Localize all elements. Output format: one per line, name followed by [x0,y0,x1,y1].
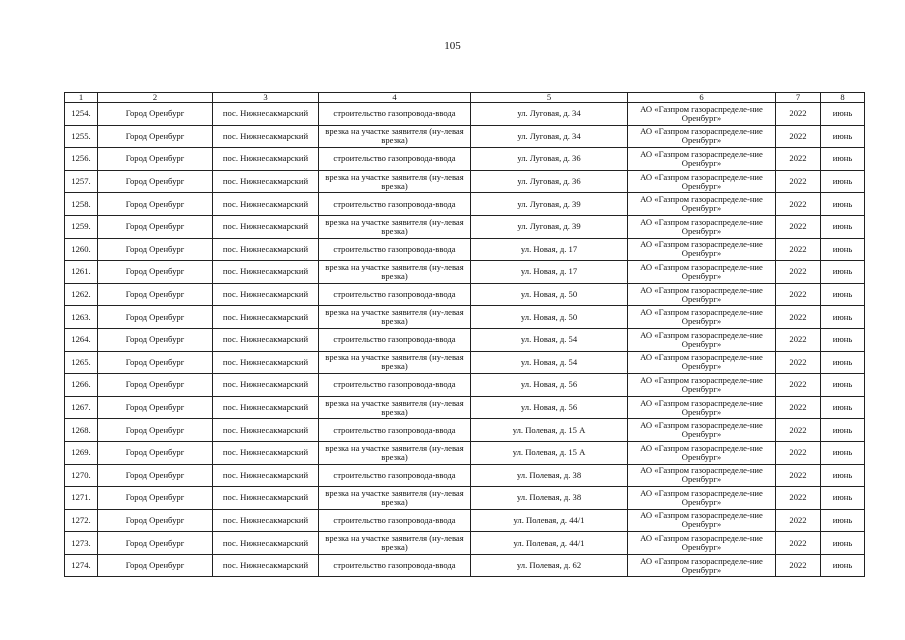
organization-cell: АО «Газпром газораспределе-ние Оренбург» [628,238,776,261]
address-cell: ул. Полевая, д. 15 А [471,441,628,464]
table-row [65,103,865,126]
address-cell: ул. Новая, д. 56 [471,396,628,419]
address-cell: ул. Новая, д. 50 [471,306,628,329]
city-cell: Город Оренбург [98,351,213,374]
work-type-cell: врезка на участке заявителя (ну-левая врезка) [319,215,471,238]
city-cell: Город Оренбург [98,396,213,419]
organization-cell: АО «Газпром газораспределе-ние Оренбург» [628,487,776,510]
table-row [65,419,865,442]
work-type-cell: строительство газопровода-ввода [319,509,471,532]
work-type-cell: строительство газопровода-ввода [319,103,471,126]
work-type-cell: строительство газопровода-ввода [319,374,471,397]
city-cell: Город Оренбург [98,103,213,126]
table-row [65,148,865,171]
year-cell: 2022 [776,532,821,555]
settlement-cell: пос. Нижнесакмарский [213,193,319,216]
city-cell: Город Оренбург [98,238,213,261]
address-cell: ул. Новая, д. 54 [471,351,628,374]
table-row [65,125,865,148]
month-cell: июнь [821,215,865,238]
work-type-cell: врезка на участке заявителя (ну-левая врезка) [319,261,471,284]
city-cell: Город Оренбург [98,509,213,532]
year-cell: 2022 [776,441,821,464]
month-cell: июнь [821,396,865,419]
address-cell: ул. Новая, д. 17 [471,238,628,261]
address-cell: ул. Новая, д. 17 [471,261,628,284]
work-type-cell: строительство газопровода-ввода [319,419,471,442]
city-cell: Город Оренбург [98,306,213,329]
work-type-cell: строительство газопровода-ввода [319,328,471,351]
year-cell: 2022 [776,170,821,193]
works-table [64,92,865,577]
city-cell: Город Оренбург [98,148,213,171]
city-cell: Город Оренбург [98,125,213,148]
column-header: 4 [319,93,471,103]
settlement-cell: пос. Нижнесакмарский [213,148,319,171]
month-cell: июнь [821,283,865,306]
city-cell: Город Оренбург [98,419,213,442]
column-header: 3 [213,93,319,103]
column-header: 7 [776,93,821,103]
work-type-cell: строительство газопровода-ввода [319,238,471,261]
organization-cell: АО «Газпром газораспределе-ние Оренбург» [628,261,776,284]
work-type-cell: врезка на участке заявителя (ну-левая врезка) [319,351,471,374]
settlement-cell: пос. Нижнесакмарский [213,441,319,464]
month-cell: июнь [821,238,865,261]
table-row [65,374,865,397]
month-cell: июнь [821,328,865,351]
organization-cell: АО «Газпром газораспределе-ние Оренбург» [628,351,776,374]
table-row [65,283,865,306]
organization-cell: АО «Газпром газораспределе-ние Оренбург» [628,170,776,193]
month-cell: июнь [821,148,865,171]
year-cell: 2022 [776,148,821,171]
year-cell: 2022 [776,193,821,216]
table-row [65,193,865,216]
address-cell: ул. Луговая, д. 34 [471,103,628,126]
row-number: 1260. [65,238,98,261]
year-cell: 2022 [776,487,821,510]
address-cell: ул. Полевая, д. 62 [471,554,628,577]
settlement-cell: пос. Нижнесакмарский [213,103,319,126]
column-header: 2 [98,93,213,103]
work-type-cell: врезка на участке заявителя (ну-левая врезка) [319,125,471,148]
row-number: 1257. [65,170,98,193]
year-cell: 2022 [776,419,821,442]
settlement-cell: пос. Нижнесакмарский [213,464,319,487]
year-cell: 2022 [776,261,821,284]
table-row [65,441,865,464]
month-cell: июнь [821,261,865,284]
year-cell: 2022 [776,283,821,306]
table-row [65,170,865,193]
address-cell: ул. Луговая, д. 39 [471,193,628,216]
work-type-cell: врезка на участке заявителя (ну-левая врезка) [319,441,471,464]
settlement-cell: пос. Нижнесакмарский [213,509,319,532]
table-row [65,396,865,419]
city-cell: Город Оренбург [98,441,213,464]
work-type-cell: строительство газопровода-ввода [319,193,471,216]
organization-cell: АО «Газпром газораспределе-ние Оренбург» [628,554,776,577]
year-cell: 2022 [776,351,821,374]
settlement-cell: пос. Нижнесакмарский [213,351,319,374]
month-cell: июнь [821,441,865,464]
settlement-cell: пос. Нижнесакмарский [213,238,319,261]
header-row [65,93,865,103]
column-header: 1 [65,93,98,103]
row-number: 1271. [65,487,98,510]
month-cell: июнь [821,554,865,577]
row-number: 1266. [65,374,98,397]
row-number: 1261. [65,261,98,284]
settlement-cell: пос. Нижнесакмарский [213,306,319,329]
settlement-cell: пос. Нижнесакмарский [213,396,319,419]
row-number: 1268. [65,419,98,442]
year-cell: 2022 [776,464,821,487]
month-cell: июнь [821,487,865,510]
settlement-cell: пос. Нижнесакмарский [213,125,319,148]
settlement-cell: пос. Нижнесакмарский [213,328,319,351]
address-cell: ул. Луговая, д. 36 [471,148,628,171]
city-cell: Город Оренбург [98,193,213,216]
work-type-cell: врезка на участке заявителя (ну-левая врезка) [319,306,471,329]
city-cell: Город Оренбург [98,328,213,351]
month-cell: июнь [821,306,865,329]
organization-cell: АО «Газпром газораспределе-ние Оренбург» [628,464,776,487]
year-cell: 2022 [776,215,821,238]
organization-cell: АО «Газпром газораспределе-ние Оренбург» [628,306,776,329]
organization-cell: АО «Газпром газораспределе-ние Оренбург» [628,125,776,148]
address-cell: ул. Полевая, д. 44/1 [471,532,628,555]
city-cell: Город Оренбург [98,464,213,487]
work-type-cell: врезка на участке заявителя (ну-левая врезка) [319,532,471,555]
row-number: 1259. [65,215,98,238]
address-cell: ул. Луговая, д. 36 [471,170,628,193]
year-cell: 2022 [776,328,821,351]
work-type-cell: строительство газопровода-ввода [319,464,471,487]
address-cell: ул. Полевая, д. 38 [471,487,628,510]
row-number: 1263. [65,306,98,329]
month-cell: июнь [821,125,865,148]
settlement-cell: пос. Нижнесакмарский [213,419,319,442]
city-cell: Город Оренбург [98,283,213,306]
year-cell: 2022 [776,306,821,329]
city-cell: Город Оренбург [98,261,213,284]
work-type-cell: строительство газопровода-ввода [319,283,471,306]
city-cell: Город Оренбург [98,487,213,510]
row-number: 1256. [65,148,98,171]
row-number: 1262. [65,283,98,306]
organization-cell: АО «Газпром газораспределе-ние Оренбург» [628,419,776,442]
row-number: 1254. [65,103,98,126]
year-cell: 2022 [776,396,821,419]
month-cell: июнь [821,464,865,487]
row-number: 1265. [65,351,98,374]
month-cell: июнь [821,419,865,442]
address-cell: ул. Луговая, д. 34 [471,125,628,148]
column-header: 8 [821,93,865,103]
organization-cell: АО «Газпром газораспределе-ние Оренбург» [628,283,776,306]
month-cell: июнь [821,351,865,374]
settlement-cell: пос. Нижнесакмарский [213,261,319,284]
organization-cell: АО «Газпром газораспределе-ние Оренбург» [628,193,776,216]
row-number: 1269. [65,441,98,464]
address-cell: ул. Новая, д. 50 [471,283,628,306]
work-type-cell: врезка на участке заявителя (ну-левая врезка) [319,487,471,510]
row-number: 1258. [65,193,98,216]
work-type-cell: врезка на участке заявителя (ну-левая врезка) [319,396,471,419]
work-type-cell: строительство газопровода-ввода [319,148,471,171]
table-row [65,554,865,577]
organization-cell: АО «Газпром газораспределе-ние Оренбург» [628,441,776,464]
address-cell: ул. Новая, д. 54 [471,328,628,351]
settlement-cell: пос. Нижнесакмарский [213,215,319,238]
table-row [65,261,865,284]
settlement-cell: пос. Нижнесакмарский [213,283,319,306]
settlement-cell: пос. Нижнесакмарский [213,532,319,555]
table-row [65,215,865,238]
year-cell: 2022 [776,509,821,532]
table-row [65,351,865,374]
organization-cell: АО «Газпром газораспределе-ние Оренбург» [628,509,776,532]
row-number: 1272. [65,509,98,532]
settlement-cell: пос. Нижнесакмарский [213,374,319,397]
year-cell: 2022 [776,125,821,148]
year-cell: 2022 [776,554,821,577]
settlement-cell: пос. Нижнесакмарский [213,487,319,510]
month-cell: июнь [821,170,865,193]
table-row [65,238,865,261]
page-number: 105 [444,40,461,52]
address-cell: ул. Новая, д. 56 [471,374,628,397]
table-row [65,328,865,351]
row-number: 1267. [65,396,98,419]
row-number: 1270. [65,464,98,487]
table-body [65,103,865,577]
settlement-cell: пос. Нижнесакмарский [213,554,319,577]
city-cell: Город Оренбург [98,374,213,397]
year-cell: 2022 [776,238,821,261]
organization-cell: АО «Газпром газораспределе-ние Оренбург» [628,396,776,419]
city-cell: Город Оренбург [98,532,213,555]
city-cell: Город Оренбург [98,170,213,193]
table-row [65,464,865,487]
month-cell: июнь [821,103,865,126]
year-cell: 2022 [776,103,821,126]
organization-cell: АО «Газпром газораспределе-ние Оренбург» [628,328,776,351]
address-cell: ул. Полевая, д. 38 [471,464,628,487]
row-number: 1255. [65,125,98,148]
column-header: 6 [628,93,776,103]
month-cell: июнь [821,193,865,216]
organization-cell: АО «Газпром газораспределе-ние Оренбург» [628,215,776,238]
organization-cell: АО «Газпром газораспределе-ние Оренбург» [628,374,776,397]
month-cell: июнь [821,374,865,397]
work-type-cell: строительство газопровода-ввода [319,554,471,577]
row-number: 1274. [65,554,98,577]
organization-cell: АО «Газпром газораспределе-ние Оренбург» [628,532,776,555]
year-cell: 2022 [776,374,821,397]
city-cell: Город Оренбург [98,215,213,238]
row-number: 1264. [65,328,98,351]
organization-cell: АО «Газпром газораспределе-ние Оренбург» [628,103,776,126]
month-cell: июнь [821,509,865,532]
column-header: 5 [471,93,628,103]
city-cell: Город Оренбург [98,554,213,577]
address-cell: ул. Полевая, д. 15 А [471,419,628,442]
table-row [65,532,865,555]
row-number: 1273. [65,532,98,555]
organization-cell: АО «Газпром газораспределе-ние Оренбург» [628,148,776,171]
address-cell: ул. Луговая, д. 39 [471,215,628,238]
address-cell: ул. Полевая, д. 44/1 [471,509,628,532]
month-cell: июнь [821,532,865,555]
work-type-cell: врезка на участке заявителя (ну-левая врезка) [319,170,471,193]
table-row [65,487,865,510]
settlement-cell: пос. Нижнесакмарский [213,170,319,193]
table-row [65,306,865,329]
table-row [65,509,865,532]
